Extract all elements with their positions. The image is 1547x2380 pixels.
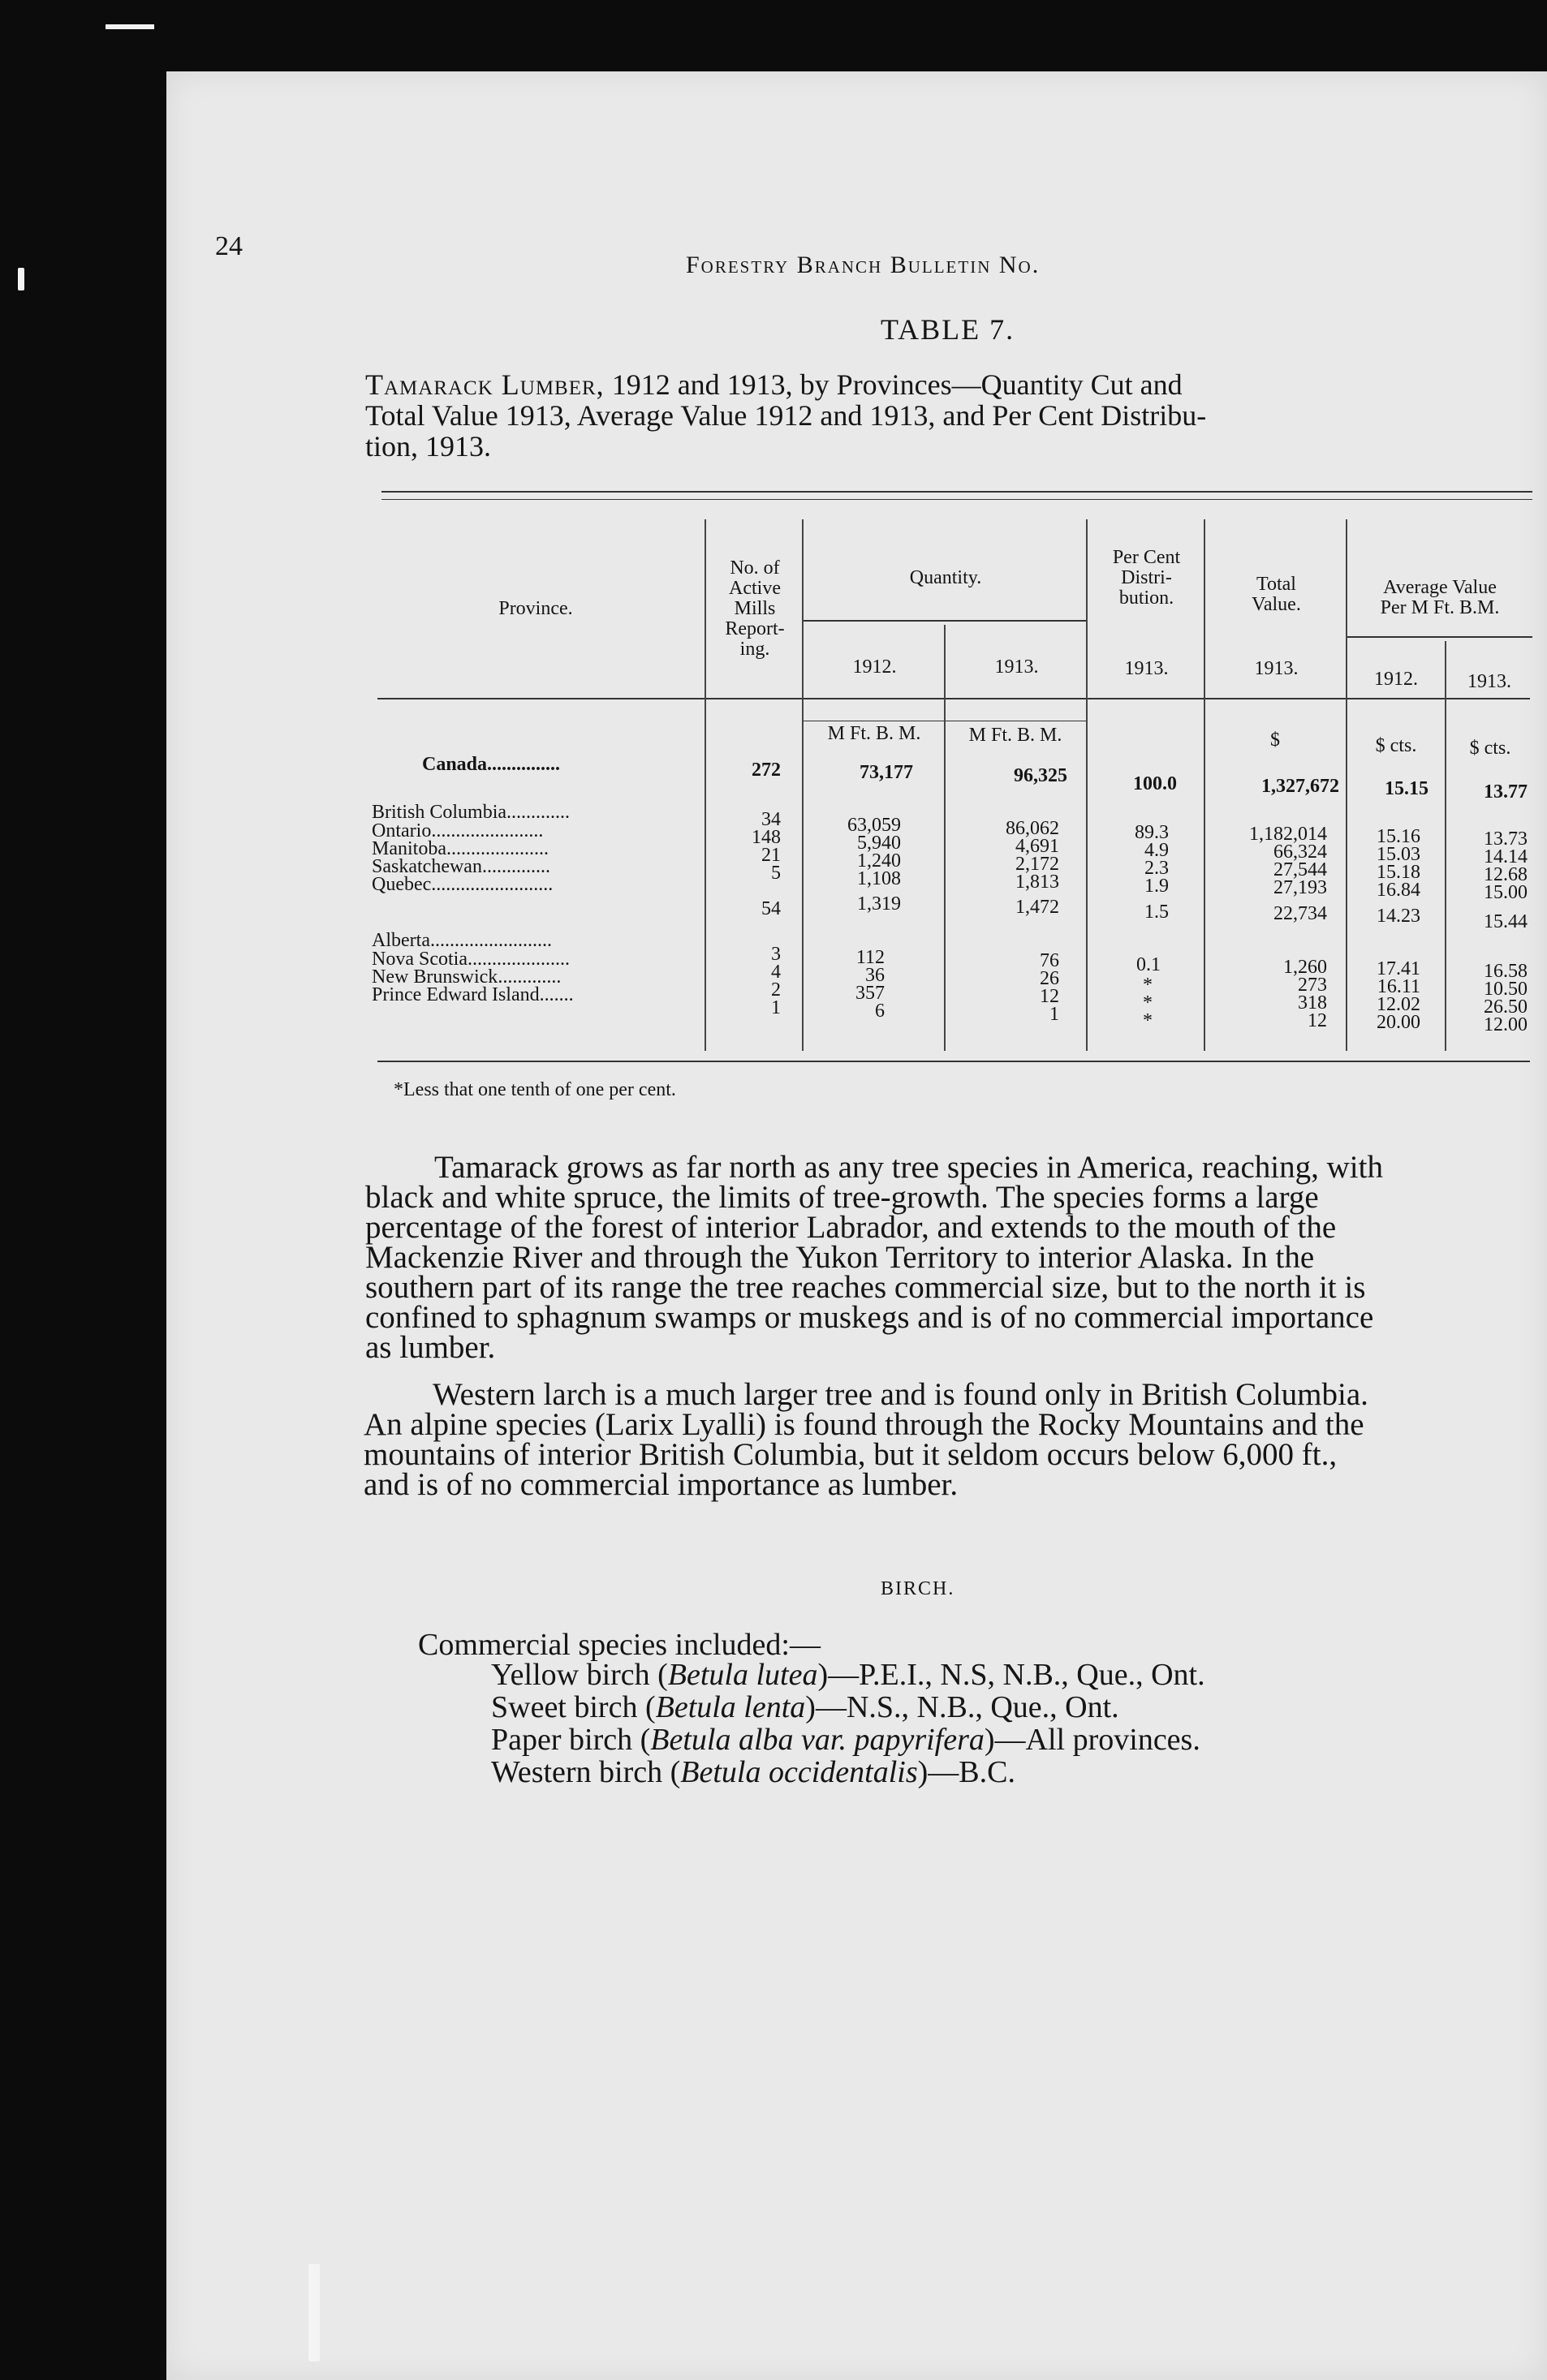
row-a1913: 12.00: [1484, 1014, 1528, 1035]
row-q1913: 1: [1049, 1004, 1059, 1025]
species-paper-birch: Paper birch (Betula alba var. papyrifera)—All provinces.: [491, 1723, 1200, 1757]
row-q1913: 26: [1040, 968, 1059, 989]
row-mills: 3: [771, 944, 781, 965]
row-name: Quebec.........................: [372, 874, 554, 895]
table-caption: [365, 369, 1542, 462]
row-a1912: 15.18: [1377, 862, 1420, 883]
row-a1913: 12.68: [1484, 864, 1528, 885]
unit-total: $: [1270, 729, 1280, 751]
row-total: 66,324: [1273, 841, 1327, 863]
row-a1913: 15.00: [1484, 882, 1528, 903]
header-average-1912: 1912.: [1374, 669, 1418, 690]
average-subrule: [1347, 636, 1532, 638]
unit-average-1913: $ cts.: [1469, 738, 1511, 759]
row-a1913: 16.58: [1484, 961, 1528, 982]
species-yellow-birch: Yellow birch (Betula lutea)—P.E.I., N.S, N.B., Que., Ont.: [491, 1658, 1205, 1692]
header-total: Total Value.: [1252, 574, 1301, 615]
caption-line-3: tion, 1913.: [365, 430, 492, 463]
row-percent: 89.3: [1135, 822, 1169, 843]
header-quantity-1912: 1912.: [852, 656, 897, 678]
header-total-1913: 1913.: [1254, 658, 1299, 679]
row-mills: 148: [752, 827, 781, 848]
row-percent: *: [1143, 975, 1153, 996]
row-mills: 2: [771, 979, 781, 1001]
header-average-1913: 1913.: [1467, 671, 1511, 692]
row-q1912: 357: [855, 983, 885, 1004]
species-sweet-birch: Sweet birch (Betula lenta)—N.S., N.B., Que., Ont.: [491, 1690, 1119, 1724]
row-q1912: 6: [875, 1001, 885, 1022]
row-a1912: 15.15: [1385, 778, 1428, 799]
species-intro: Commercial species included:—: [418, 1628, 821, 1662]
row-a1913: 26.50: [1484, 996, 1528, 1018]
row-mills: 34: [761, 809, 781, 830]
row-a1913: 15.44: [1484, 911, 1528, 932]
row-percent: 0.1: [1136, 954, 1161, 975]
row-percent: 1.9: [1144, 876, 1169, 897]
row-percent: *: [1143, 1010, 1153, 1031]
row-total: 1,182,014: [1249, 824, 1327, 845]
row-a1912: 16.84: [1377, 880, 1420, 901]
margin-speck: [308, 2264, 320, 2361]
row-a1912: 20.00: [1377, 1012, 1420, 1033]
row-percent: *: [1143, 992, 1153, 1014]
running-head: Forestry Branch Bulletin No.: [686, 252, 1041, 278]
row-q1912: 73,177: [860, 762, 913, 783]
caption-lead: Tamarack Lumber,: [365, 368, 605, 401]
row-name: British Columbia.............: [372, 802, 571, 823]
row-percent: 1.5: [1144, 902, 1169, 923]
row-total: 1,260: [1283, 957, 1327, 978]
unit-average-1912: $ cts.: [1375, 735, 1417, 756]
row-mills: 272: [752, 760, 781, 781]
row-a1913: 14.14: [1484, 846, 1528, 867]
quantity-subrule: [804, 620, 1088, 622]
caption-line-2: Total Value 1913, Average Value 1912 and 1913, and Per Cent Distribu-: [365, 399, 1207, 432]
table-top-rule-2: [381, 499, 1532, 500]
row-name: Ontario.......................: [372, 820, 544, 841]
header-average: Average Value Per M Ft. B.M.: [1380, 577, 1500, 618]
paragraph-tamarack: Tamarack grows as far north as any tree species in America, reaching, with black and white spruce, the limits of tree-growth. The species forms a large percentage of the forest of interior Labrador, and extends to the mouth of the Mackenzie River and through the Yukon Territory to interior Alaska. In the southern part of its range the tree reaches commercial size, but to the north it is confined to sphagnum swamps or muskegs and is of no commercial importance as lumber.: [365, 1150, 1383, 1365]
row-a1912: 15.16: [1377, 826, 1420, 847]
header-mills: No. of Active Mills Report- ing.: [725, 557, 785, 660]
row-mills: 4: [771, 962, 781, 983]
page-number: 24: [215, 231, 243, 261]
row-name: New Brunswick.............: [372, 966, 562, 988]
row-q1912: 63,059: [847, 815, 901, 836]
row-mills: 1: [771, 997, 781, 1018]
table-top-rule: [381, 491, 1532, 493]
row-a1913: 13.77: [1484, 781, 1528, 803]
row-name: Prince Edward Island.......: [372, 984, 574, 1005]
paragraph-larch: Western larch is a much larger tree and is found only in British Columbia. An alpine species (Larix Lyalli) is found through the Rocky Mountains and the mountains of interior British Columbia, but it seldom occurs below 6,000 ft., and is of no commercial importance as lumber.: [364, 1377, 1368, 1502]
row-percent: 100.0: [1133, 773, 1177, 794]
row-a1912: 14.23: [1377, 906, 1420, 927]
header-bottom-rule: [377, 698, 1530, 699]
section-heading-birch: BIRCH.: [881, 1578, 955, 1599]
edge-mark: [106, 24, 154, 29]
row-total: 27,193: [1273, 877, 1327, 898]
row-q1913: 76: [1040, 950, 1059, 971]
row-q1913: 96,325: [1014, 765, 1067, 786]
row-q1913: 1,813: [1015, 872, 1059, 893]
header-quantity: Quantity.: [909, 567, 982, 588]
row-a1912: 17.41: [1377, 958, 1420, 979]
header-quantity-1913: 1913.: [994, 656, 1039, 678]
row-mills: 5: [771, 863, 781, 884]
row-a1912: 16.11: [1377, 976, 1420, 997]
row-q1912: 1,240: [857, 850, 901, 872]
row-q1913: 4,691: [1015, 836, 1059, 857]
unit-quantity-1912: M Ft. B. M.: [827, 723, 921, 744]
row-a1913: 10.50: [1484, 979, 1528, 1000]
row-q1913: 1,472: [1015, 897, 1059, 918]
table-title: TABLE 7.: [881, 313, 1015, 346]
row-name: Manitoba.....................: [372, 838, 549, 859]
row-a1912: 15.03: [1377, 844, 1420, 865]
row-percent: 2.3: [1144, 858, 1169, 879]
row-q1912: 5,940: [857, 833, 901, 854]
row-a1913: 13.73: [1484, 828, 1528, 850]
row-q1912: 1,319: [857, 893, 901, 915]
header-province: Province.: [498, 598, 573, 619]
row-mills: 21: [761, 845, 781, 866]
row-total: 1,327,672: [1261, 776, 1339, 797]
row-name: Nova Scotia.....................: [372, 949, 570, 970]
row-name: Canada...............: [422, 754, 561, 775]
row-total: 27,544: [1273, 859, 1327, 880]
margin-speck: [18, 268, 24, 291]
row-q1912: 1,108: [857, 868, 901, 889]
row-total: 318: [1298, 992, 1327, 1014]
row-q1912: 36: [865, 965, 885, 986]
row-total: 22,734: [1273, 903, 1327, 924]
row-q1913: 86,062: [1006, 818, 1059, 839]
row-q1912: 112: [855, 947, 885, 968]
row-mills: 54: [761, 898, 781, 919]
row-q1913: 2,172: [1015, 854, 1059, 875]
header-percent-1913: 1913.: [1124, 658, 1169, 679]
row-name: Alberta.........................: [372, 930, 552, 951]
table-footnote: *Less that one tenth of one per cent.: [394, 1079, 676, 1100]
row-total: 273: [1298, 975, 1327, 996]
table-bottom-rule: [377, 1061, 1530, 1062]
header-percent: Per Cent Distri- bution.: [1112, 547, 1181, 609]
unit-quantity-1913: M Ft. B. M.: [968, 725, 1062, 746]
row-q1913: 12: [1040, 986, 1059, 1007]
row-total: 12: [1308, 1010, 1327, 1031]
species-western-birch: Western birch (Betula occidentalis)—B.C.: [491, 1755, 1015, 1789]
row-percent: 4.9: [1144, 840, 1169, 861]
row-a1912: 12.02: [1377, 994, 1420, 1015]
row-name: Saskatchewan..............: [372, 856, 550, 877]
caption-line-1: 1912 and 1913, by Provinces—Quantity Cut and: [611, 368, 1183, 401]
